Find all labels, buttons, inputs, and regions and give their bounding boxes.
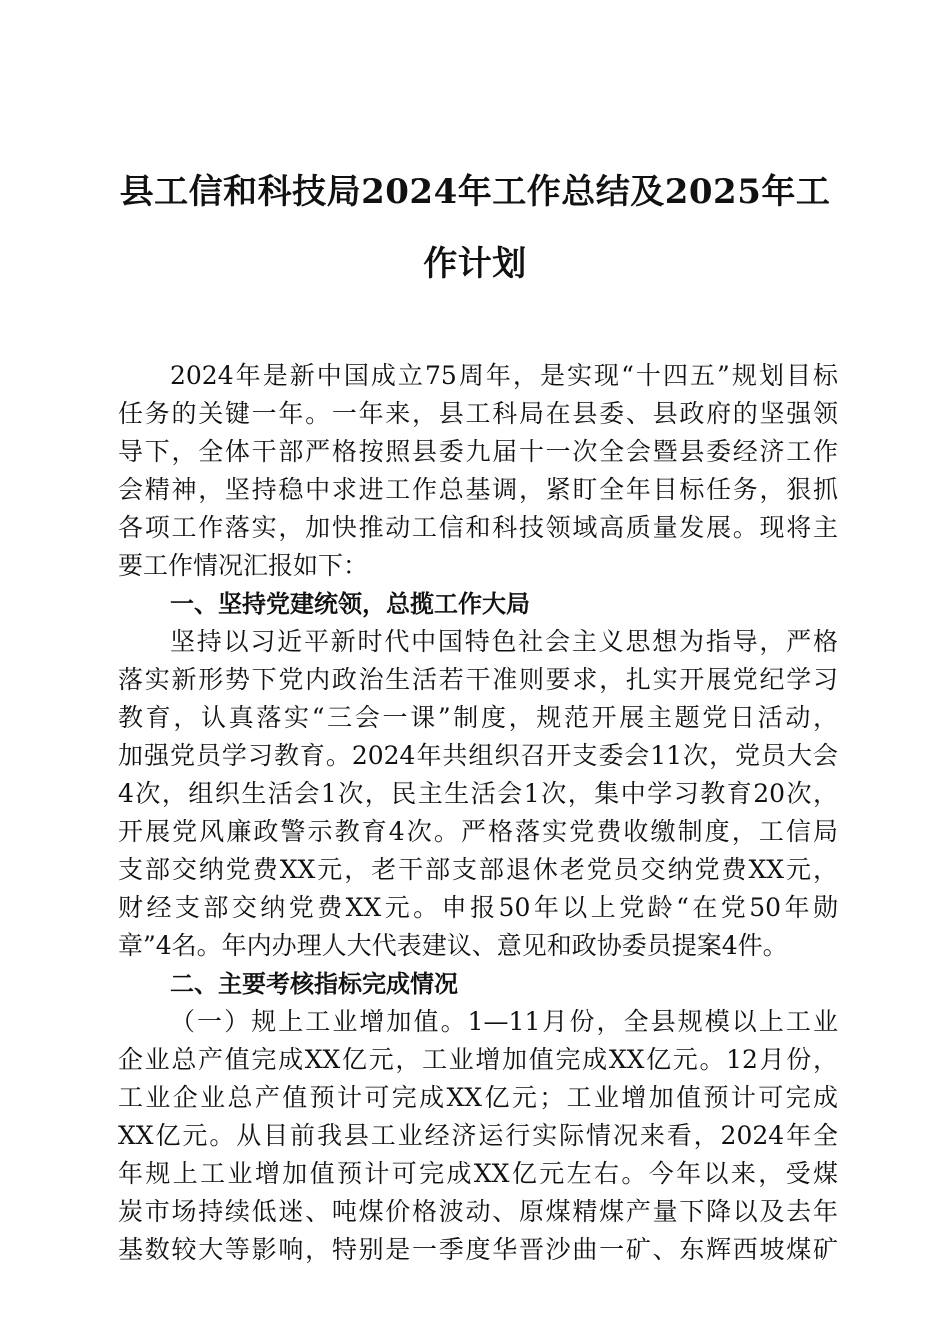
paragraph-section1-line: 开展党风廉政警示教育4次。严格落实党费收缴制度，工信局 [118, 817, 838, 846]
paragraph-intro-line: 会精神，坚持稳中求进工作总基调，紧盯全年目标任务，狠抓 [118, 475, 838, 504]
section-heading-1: 一、坚持党建统领，总揽工作大局 [170, 590, 530, 618]
paragraph-section2-line: 炭市场持续低迷、吨煤价格波动、原煤精煤产量下降以及去年 [118, 1197, 838, 1226]
document-body [118, 357, 838, 1269]
paragraph-section1-line: 章”4名。年内办理人大代表建议、意见和政协委员提案4件。 [118, 931, 788, 960]
paragraph-section1-line: 财经支部交纳党费XX元。申报50年以上党龄“在党50年勋 [118, 893, 838, 922]
paragraph-section1-line: 教育，认真落实“三会一课”制度，规范开展主题党日活动， [118, 703, 838, 732]
paragraph-section2-line: 企业总产值完成XX亿元，工业增加值完成XX亿元。12月份， [118, 1045, 838, 1074]
paragraph-intro-line: 2024年是新中国成立75周年，是实现“十四五”规划目标 [170, 361, 838, 390]
paragraph-section1-line: 4次，组织生活会1次，民主生活会1次，集中学习教育20次， [118, 779, 838, 808]
paragraph-section1-line: 支部交纳党费XX元，老干部支部退休老党员交纳党费XX元， [118, 855, 838, 884]
paragraph-section2-line: XX亿元。从目前我县工业经济运行实际情况来看，2024年全 [118, 1121, 838, 1150]
section-heading-2: 二、主要考核指标完成情况 [170, 970, 458, 998]
paragraph-intro-line: 任务的关键一年。一年来，县工科局在县委、县政府的坚强领 [118, 399, 838, 428]
paragraph-section2-line: 年规上工业增加值预计可完成XX亿元左右。今年以来，受煤 [118, 1159, 838, 1188]
paragraph-section1-line: 坚持以习近平新时代中国特色社会主义思想为指导，严格 [170, 627, 838, 656]
paragraph-intro-line: 各项工作落实，加快推动工信和科技领域高质量发展。现将主 [118, 513, 838, 542]
paragraph-section1-line: 加强党员学习教育。2024年共组织召开支委会11次，党员大会 [118, 741, 838, 770]
paragraph-intro-line: 导下，全体干部严格按照县委九届十一次全会暨县委经济工作 [118, 437, 838, 466]
paragraph-section2-line: 工业企业总产值预计可完成XX亿元；工业增加值预计可完成 [118, 1083, 838, 1112]
paragraph-intro-line: 要工作情况汇报如下： [118, 551, 369, 580]
paragraph-section1-line: 落实新形势下党内政治生活若干准则要求，扎实开展党纪学习 [118, 665, 838, 694]
document-title-line-1: 县工信和科技局2024年工作总结及2025年工 [119, 172, 831, 212]
paragraph-section2-line: 基数较大等影响，特别是一季度华晋沙曲一矿、东辉西坡煤矿 [118, 1235, 838, 1264]
paragraph-section2-line: （一）规上工业增加值。1—11月份，全县规模以上工业 [170, 1007, 838, 1036]
document-title-line-2: 作计划 [423, 244, 527, 284]
